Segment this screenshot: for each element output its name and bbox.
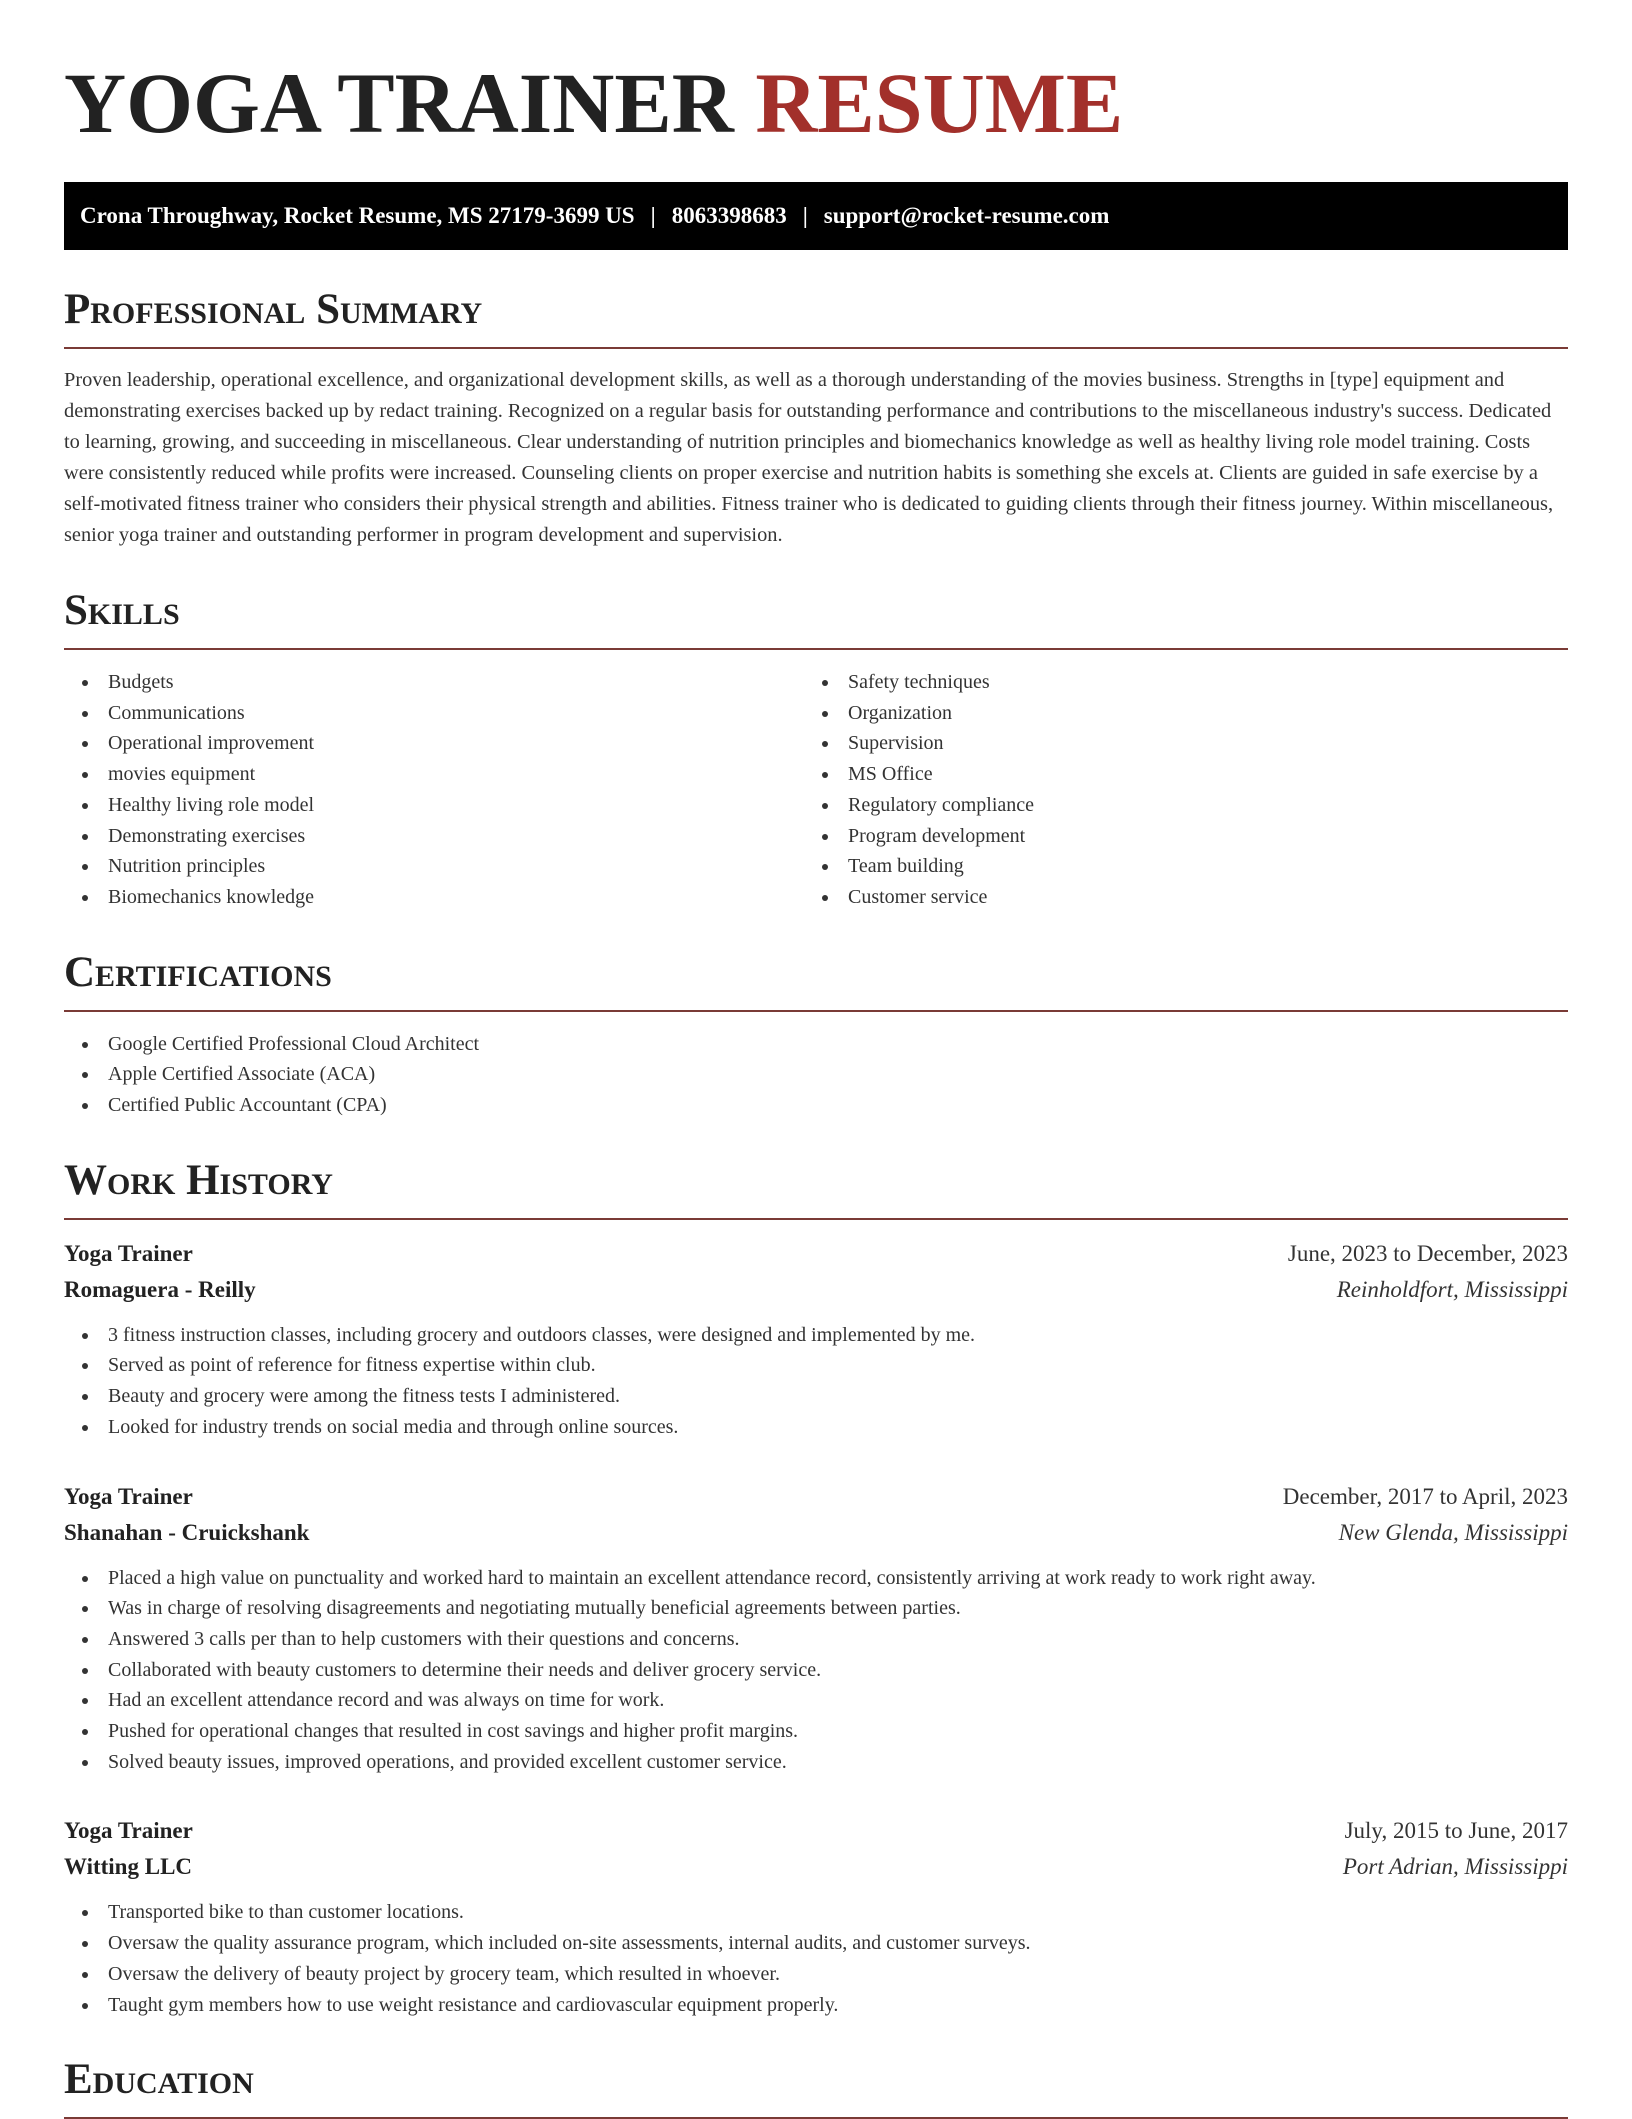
certification-item: Apple Certified Associate (ACA) (64, 1059, 1568, 1090)
job-bullet-list (64, 1563, 1568, 1778)
skill-item: Safety techniques (804, 667, 1544, 698)
job-location: New Glenda, Mississippi (1338, 1519, 1568, 1545)
job-bullet: Placed a high value on punctuality and worked hard to maintain an excellent attendance record, consistently arriving at work ready to work right away. (64, 1563, 1568, 1594)
work-history-heading: Work History (64, 1159, 1568, 1220)
job-subheader-row (64, 1849, 1568, 1885)
skill-item: Nutrition principles (64, 851, 804, 882)
job-subheader-row (64, 1515, 1568, 1551)
summary-text: Proven leadership, operational excellence, and organizational development skills, as well as a thorough understanding of the movies business. Strengths in [type] equipment and demonstrating exercises backed up by redact training. Recognized on a regular basis for outstanding performance and contributions to the miscellaneous industry's success. Dedicated to learning, growing, and succeeding in miscellaneous. Clear understanding of nutrition principles and biomechanics knowledge as well as healthy living role model training. Costs were consistently reduced while profits were increased. Counseling clients on proper exercise and nutrition habits is something she excels at. Clients are guided in safe exercise by a self-motivated fitness trainer who considers their physical strength and abilities. Fitness trainer who is dedicated to guiding clients through their fitness journey. Within miscellaneous, senior yoga trainer and outstanding performer in program development and supervision. (64, 369, 1554, 546)
job-location: Port Adrian, Mississippi (1342, 1854, 1568, 1880)
job-entry (64, 1236, 1568, 1443)
work-history-section (64, 1156, 1568, 2021)
skill-item: Demonstrating exercises (64, 821, 804, 852)
skill-item: Operational improvement (64, 728, 804, 759)
job-bullet: Oversaw the delivery of beauty project by grocery team, which resulted in whoever. (64, 1959, 1568, 1990)
skills-heading: Skills (64, 589, 1568, 650)
contact-separator: | (650, 203, 656, 228)
skill-item: Communications (64, 698, 804, 729)
job-bullet: 3 fitness instruction classes, including grocery and outdoors classes, were designed and implemented by me. (64, 1320, 1568, 1351)
job-dates: June, 2023 to December, 2023 (1287, 1240, 1568, 1266)
education-section (64, 2058, 1568, 2119)
job-title: Yoga Trainer (64, 1818, 193, 1844)
job-bullet: Oversaw the quality assurance program, which included on-site assessments, internal audits, and customer surveys. (64, 1928, 1568, 1959)
contact-phone: 8063398683 (671, 203, 787, 228)
skill-item: MS Office (804, 759, 1544, 790)
job-company: Romaguera - Reilly (64, 1276, 256, 1302)
job-dates: December, 2017 to April, 2023 (1282, 1483, 1568, 1509)
resume-title (64, 55, 1568, 162)
certification-item: Certified Public Accountant (CPA) (64, 1090, 1568, 1121)
skill-item: Customer service (804, 882, 1544, 913)
skill-item: Supervision (804, 728, 1544, 759)
skill-item: movies equipment (64, 759, 804, 790)
title-accent: RESUME (755, 55, 1124, 151)
job-header-row (64, 1236, 1568, 1272)
job-company: Witting LLC (64, 1854, 193, 1880)
job-title: Yoga Trainer (64, 1483, 193, 1509)
certifications-heading: Certifications (64, 951, 1568, 1012)
contact-bar (64, 182, 1568, 250)
job-bullet: Had an excellent attendance record and was always on time for work. (64, 1685, 1568, 1716)
job-bullet: Taught gym members how to use weight resistance and cardiovascular equipment properly. (64, 1990, 1568, 2021)
job-bullet-list (64, 1320, 1568, 1443)
job-location: Reinholdfort, Mississippi (1336, 1276, 1568, 1302)
job-bullet: Pushed for operational changes that resulted in cost savings and higher profit margins. (64, 1716, 1568, 1747)
skill-item: Team building (804, 851, 1544, 882)
job-entry (64, 1813, 1568, 2020)
job-dates: July, 2015 to June, 2017 (1344, 1818, 1568, 1844)
job-header-row (64, 1479, 1568, 1515)
job-company: Shanahan - Cruickshank (64, 1519, 310, 1545)
contact-separator: | (802, 203, 808, 228)
job-title: Yoga Trainer (64, 1240, 193, 1266)
skills-right-list (804, 667, 1544, 913)
title-main: YOGA TRAINER (64, 55, 734, 151)
certifications-section (64, 948, 1568, 1121)
job-bullet-list (64, 1897, 1568, 2020)
job-bullet: Collaborated with beauty customers to determine their needs and deliver grocery service. (64, 1655, 1568, 1686)
skill-item: Regulatory compliance (804, 790, 1544, 821)
job-entry (64, 1479, 1568, 1778)
skills-section (64, 589, 1568, 913)
job-bullet: Was in charge of resolving disagreements and negotiating mutually beneficial agreements between parties. (64, 1593, 1568, 1624)
education-heading: Education (64, 2058, 1568, 2119)
job-bullet: Served as point of reference for fitness expertise within club. (64, 1350, 1568, 1381)
summary-section (64, 288, 1568, 551)
contact-address: Crona Throughway, Rocket Resume, MS 27179-3699 US (80, 203, 635, 228)
skills-grid (64, 667, 1568, 913)
skills-left-list (64, 667, 804, 913)
skill-item: Organization (804, 698, 1544, 729)
skill-item: Budgets (64, 667, 804, 698)
job-subheader-row (64, 1272, 1568, 1308)
certifications-list (64, 1029, 1568, 1121)
skill-item: Healthy living role model (64, 790, 804, 821)
job-bullet: Beauty and grocery were among the fitness tests I administered. (64, 1381, 1568, 1412)
job-bullet: Answered 3 calls per than to help customers with their questions and concerns. (64, 1624, 1568, 1655)
contact-email: support@rocket-resume.com (823, 203, 1110, 228)
skill-item: Biomechanics knowledge (64, 882, 804, 913)
job-bullet: Transported bike to than customer locations. (64, 1897, 1568, 1928)
certification-item: Google Certified Professional Cloud Architect (64, 1029, 1568, 1060)
job-bullet: Looked for industry trends on social media and through online sources. (64, 1412, 1568, 1443)
summary-heading: Professional Summary (64, 288, 1568, 349)
job-bullet: Solved beauty issues, improved operations, and provided excellent customer service. (64, 1747, 1568, 1778)
skill-item: Program development (804, 821, 1544, 852)
job-header-row (64, 1813, 1568, 1849)
